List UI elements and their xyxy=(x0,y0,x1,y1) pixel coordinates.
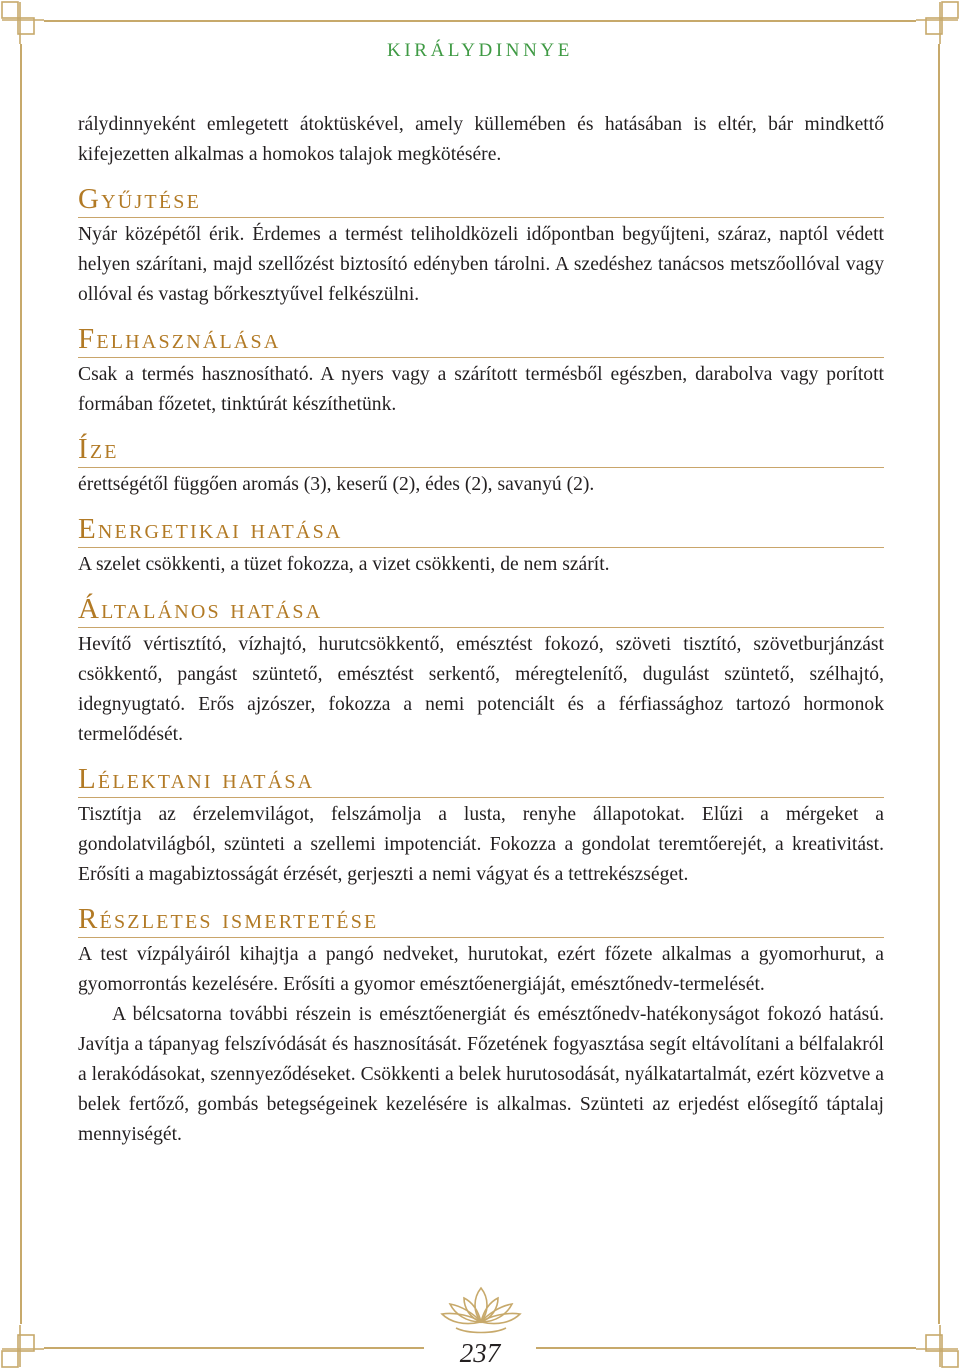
section-energetikai-hatasa xyxy=(78,512,884,580)
frame-line-left xyxy=(20,44,22,1324)
section-ize xyxy=(78,432,884,500)
intro-paragraph: rálydinnyeként emlegetett átoktüskével, amely küllemében és hatásában is eltér, bár mindkettő kifejezetten alkalmas a homokos talajok megkötésére. xyxy=(78,114,884,165)
frame-line-top xyxy=(44,20,916,22)
page-content xyxy=(78,110,884,1150)
section-heading: Gyűjtése xyxy=(78,182,884,218)
section-paragraph: Hevítő vértisztító, vízhajtó, hurutcsökkentő, emésztést fokozó, szöveti tisztító, szövetburjánzást csökkentő, pangást szüntető, emésztést serkentő, méregtelenítő, dugulást szüntető, szélhajtó, idegnyugtató. Erős ajzószer, fokozza a nemi potenciált és a férfiassághoz tartozó hormonok termelődését. xyxy=(78,634,884,745)
section-paragraph: Nyár középétől érik. Érdemes a termést teliholdközeli időpontban begyűjteni, száraz, naptól védett helyen szárítani, majd szellőzést biztosító edényben tárolni. A szedéshez tanácsos metszőollóval vagy ollóval és vastag bőrkesztyűvel felkészülni. xyxy=(78,224,884,305)
corner-ornament-icon xyxy=(916,0,960,44)
section-paragraph: Csak a termés hasznosítható. A nyers vagy a szárított termésből egészben, darabolva vagy porított formában főzetet, tinktúrát készíthetünk. xyxy=(78,364,884,415)
section-heading: Részletes ismertetése xyxy=(78,902,884,938)
section-lelektani-hatasa xyxy=(78,762,884,890)
section-paragraph: A test vízpályáiról kihajtja a pangó nedveket, hurutokat, ezért főzete alkalmas a gyomorhurut, a gyomorrontás kezelésére. Erősíti a gyomor emésztőenergiáját, emésztőnedv-termelését. xyxy=(78,944,884,995)
section-heading: Általános hatása xyxy=(78,592,884,628)
running-head: KIRÁLYDINNYE xyxy=(387,40,573,61)
section-heading: Íze xyxy=(78,432,884,468)
frame-line-right xyxy=(938,44,940,1324)
section-paragraph: érettségétől függően aromás (3), keserű (2), édes (2), savanyú (2). xyxy=(78,474,595,495)
section-heading: Energetikai hatása xyxy=(78,512,884,548)
section-paragraph: Tisztítja az érzelemvilágot, felszámolja a lusta, renyhe állapotokat. Elűzi a mérgeket a gondolatvilágból, szünteti a szellemi impotenciát. Fokozza a gondolat teremtőerejét, a kreativitást. Erősíti a magabiztosságát érzését, gerjeszti a nemi vágyat és a tettrekészséget. xyxy=(78,804,884,885)
corner-ornament-icon xyxy=(0,0,44,44)
page-number: 237 xyxy=(459,1338,501,1368)
section-heading: Felhasználása xyxy=(78,322,884,358)
section-altalanos-hatasa xyxy=(78,592,884,750)
section-paragraph: A bélcsatorna további részein is emésztőenergiát és emésztőnedv-hatékonyságot fokozó hatású. Javítja a tápanyag felszívódását és hasznosítását. Főzetének fogyasztása segít eltávolítani a bélfalakról a lerakódásokat, szennyeződéseket. Csökkenti a belek hurutosodását, nyálkatartalmát, ezért közvetve a belek fertőző, gombás betegségeinek kezelésére is alkalmas. Szünteti az erjedést elősegítő táptalaj mennyiségét. xyxy=(78,1004,884,1145)
lotus-icon xyxy=(440,1282,522,1338)
section-reszletes-ismertetese xyxy=(78,902,884,1150)
section-heading: Lélektani hatása xyxy=(78,762,884,798)
section-gyujtese xyxy=(78,182,884,310)
section-felhasznalasa xyxy=(78,322,884,420)
section-paragraph: A szelet csökkenti, a tüzet fokozza, a vizet csökkenti, de nem szárít. xyxy=(78,554,610,575)
